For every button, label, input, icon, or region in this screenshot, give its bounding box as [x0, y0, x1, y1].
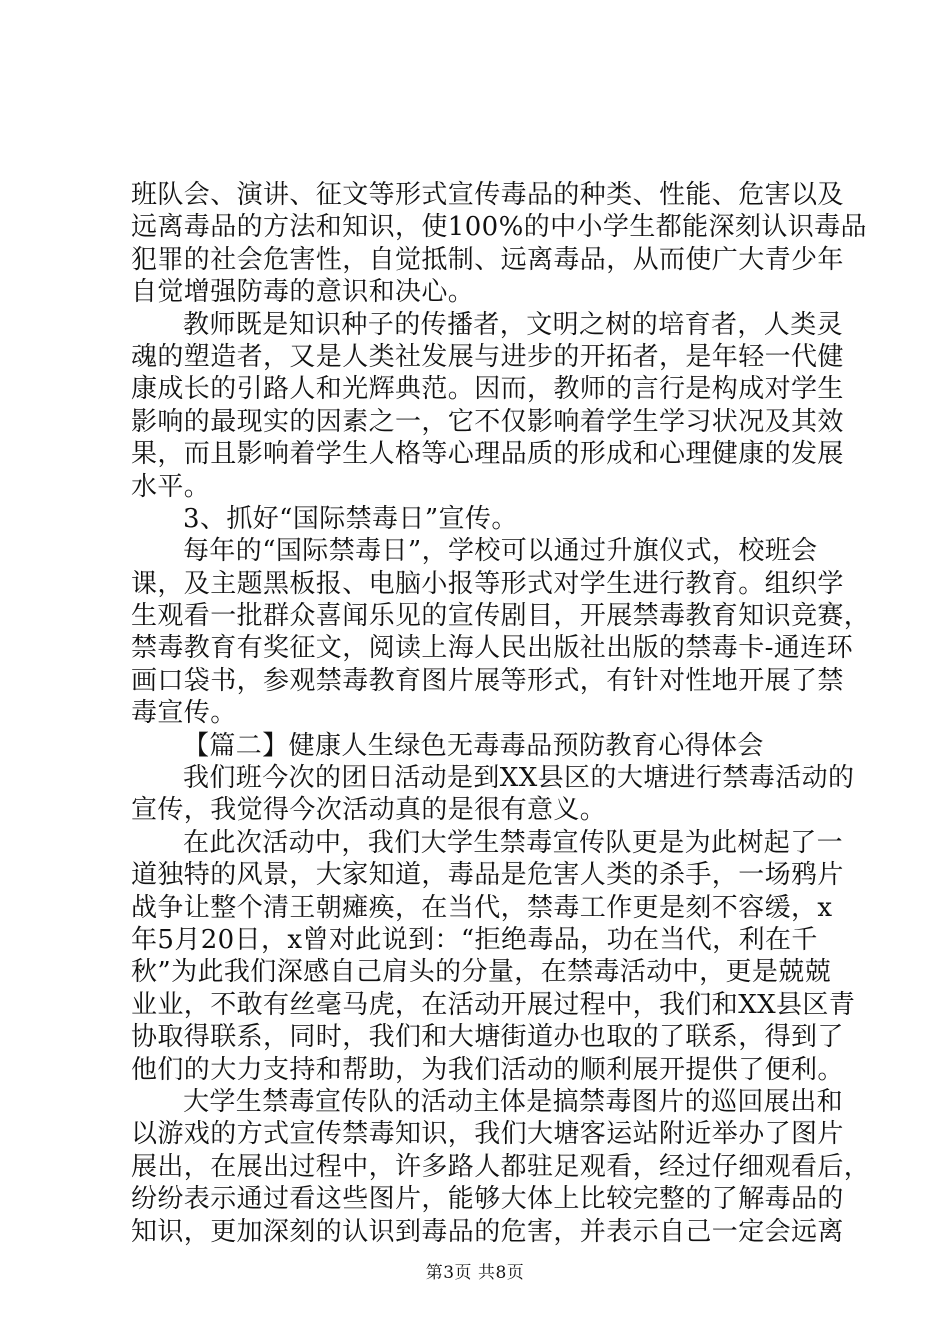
text-line: 毒宣传。: [131, 698, 237, 729]
text-line: 果，而且影响着学生人格等心理品质的形成和心理健康的发展: [131, 439, 844, 470]
text-line: 年5月20日，x曾对此说到：“拒绝毒品，功在当代，利在千: [131, 924, 818, 955]
paragraph-start-line: 我们班今次的团日活动是到XX县区的大塘进行禁毒活动的: [183, 763, 855, 794]
text-line: 道独特的风景，大家知道，毒品是危害人类的杀手，一场鸦片: [131, 860, 844, 891]
text-line: 课，及主题黑板报、电脑小报等形式对学生进行教育。组织学: [131, 568, 844, 599]
paragraph-start-line: 大学生禁毒宣传队的活动主体是搞禁毒图片的巡回展出和: [183, 1086, 844, 1117]
paragraph-start-line: 教师既是知识种子的传播者，文明之树的培育者，人类灵: [183, 309, 844, 340]
text-line: 水平。: [131, 471, 211, 502]
text-line: 画口袋书，参观禁毒教育图片展等形式，有针对性地开展了禁: [131, 665, 844, 696]
text-line: 以游戏的方式宣传禁毒知识，我们大塘客运站附近举办了图片: [131, 1119, 844, 1150]
text-line: 宣传，我觉得今次活动真的是很有意义。: [131, 795, 607, 826]
text-line: 业业，不敢有丝毫马虎，在活动开展过程中，我们和XX县区青: [131, 989, 856, 1020]
paragraph-start-line: 在此次活动中，我们大学生禁毒宣传队更是为此树起了一: [183, 827, 844, 858]
text-line: 自觉增强防毒的意识和决心。: [131, 277, 475, 308]
text-line: 知识，更加深刻的认识到毒品的危害，并表示自己一定会远离: [131, 1216, 844, 1247]
page-number-footer: 第3页 共8页: [425, 1263, 525, 1283]
section-heading: 3、抓好“国际禁毒日”宣传。: [183, 503, 518, 534]
text-line: 展出，在展出过程中，许多路人都驻足观看，经过仔细观看后，: [131, 1151, 871, 1182]
body-text: [131, 179, 871, 1248]
text-line: 禁毒教育有奖征文，阅读上海人民出版社出版的禁毒卡-通连环: [131, 633, 853, 664]
text-line: 班队会、演讲、征文等形式宣传毒品的种类、性能、危害以及: [131, 180, 844, 210]
text-line: 远离毒品的方法和知识，使100%的中小学生都能深刻认识毒品: [131, 212, 867, 243]
text-line: 生观看一批群众喜闻乐见的宣传剧目，开展禁毒教育知识竞赛，: [131, 601, 871, 632]
text-line: 协取得联系，同时，我们和大塘街道办也取的了联系，得到了: [131, 1022, 844, 1053]
text-line: 犯罪的社会危害性，自觉抵制、远离毒品，从而使广大青少年: [131, 244, 844, 275]
chapter-heading: 【篇二】健康人生绿色无毒毒品预防教育心得体会: [183, 730, 764, 761]
paragraph-start-line: 每年的“国际禁毒日”，学校可以通过升旗仪式，校班会: [183, 536, 818, 567]
text-line: 他们的大力支持和帮助，为我们活动的顺利展开提供了便利。: [131, 1054, 844, 1085]
text-line: 康成长的引路人和光辉典范。因而，教师的言行是构成对学生: [131, 374, 844, 405]
text-line: 纷纷表示通过看这些图片，能够大体上比较完整的了解毒品的: [131, 1184, 844, 1215]
text-line: 影响的最现实的因素之一，它不仅影响着学生学习状况及其效: [131, 406, 844, 437]
text-line: 战争让整个清王朝瘫痪，在当代，禁毒工作更是刻不容缓，x: [131, 892, 833, 923]
text-line: 魂的塑造者，又是人类社发展与进步的开拓者，是年轻一代健: [131, 341, 844, 372]
text-line: 秋”为此我们深感自己肩头的分量，在禁毒活动中，更是兢兢: [131, 957, 832, 988]
